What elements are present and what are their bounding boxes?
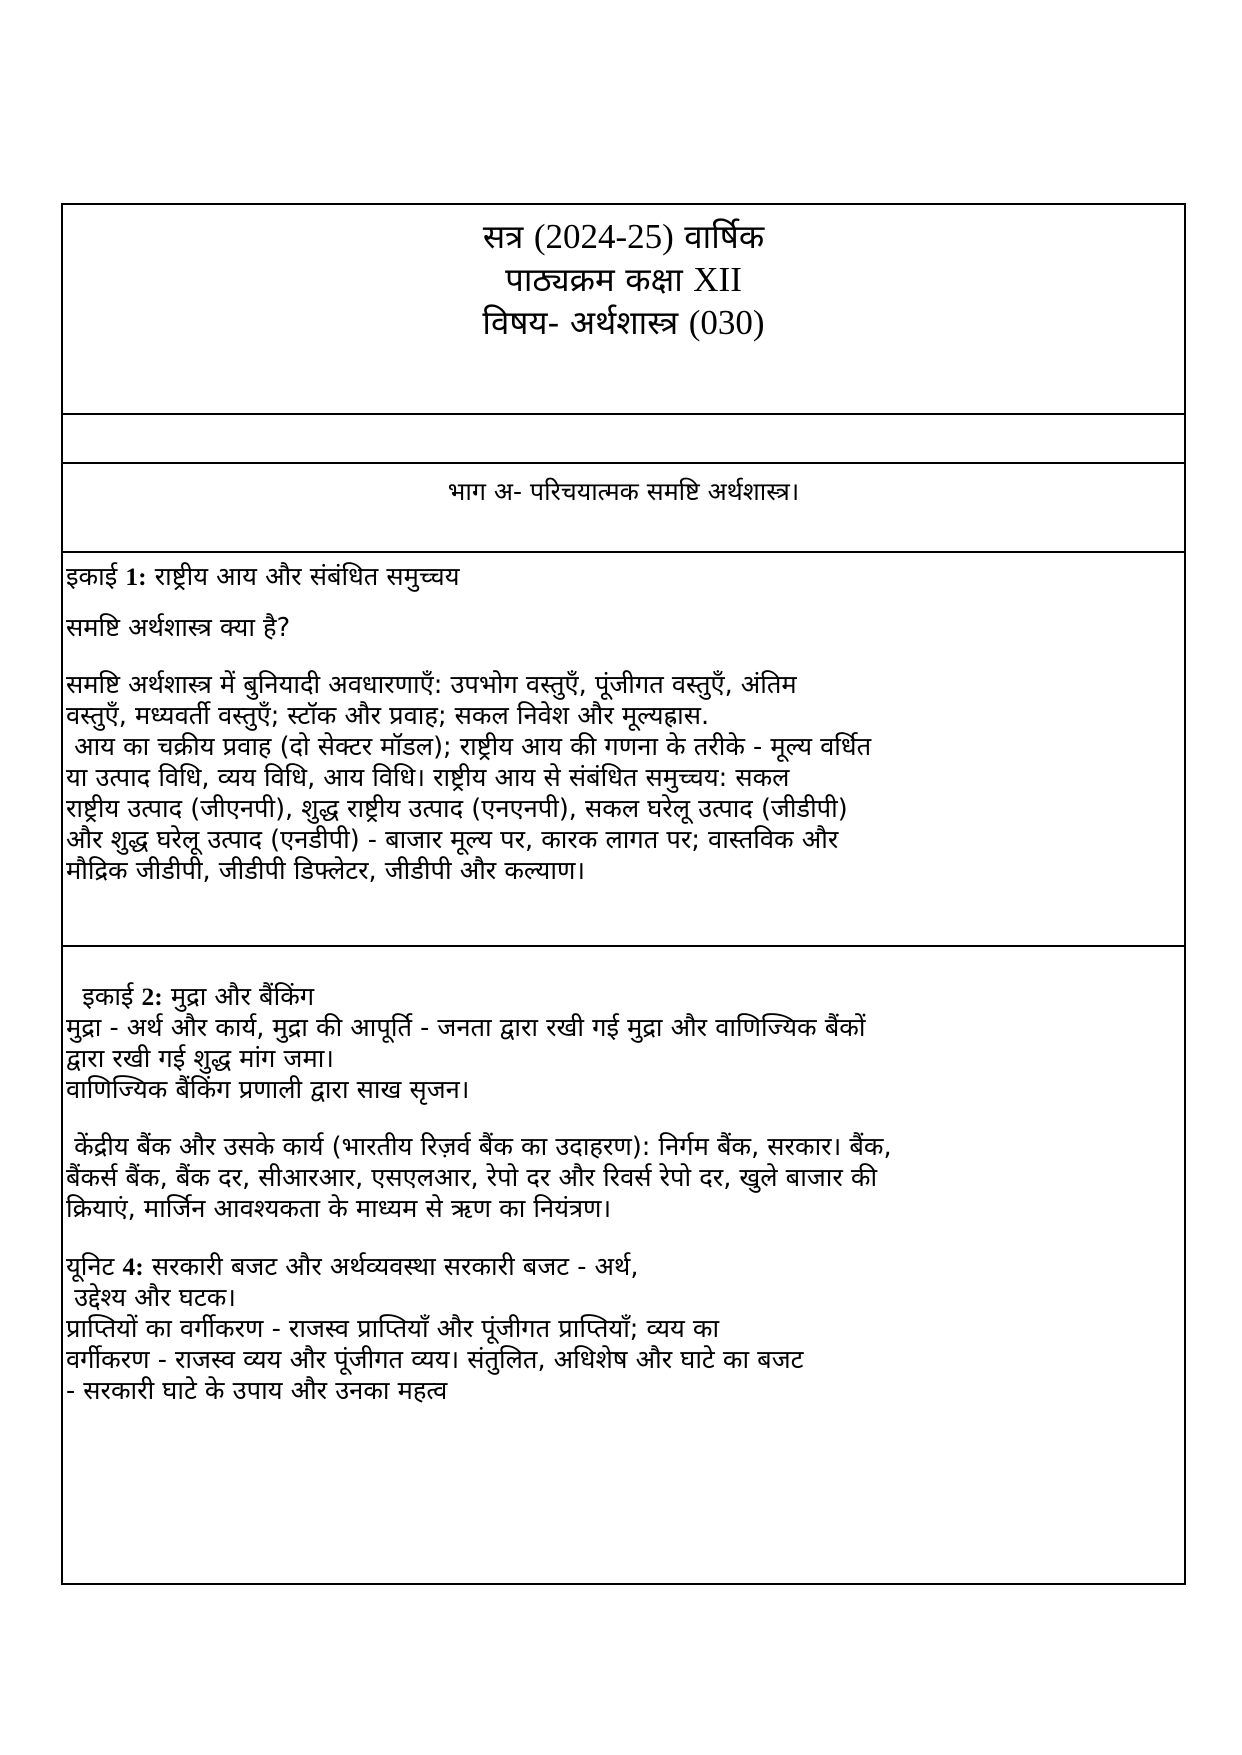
unit2-money-line1: मुद्रा - अर्थ और कार्य, मुद्रा की आपूर्ति - जनता द्वारा रखी गई मुद्रा और वाणिज्यिक बैंकों [66, 1013, 866, 1043]
unit1-title: राष्ट्रीय आय और संबंधित समुच्चय [146, 562, 460, 592]
subject-title [63, 301, 1184, 344]
unit2-title: मुद्रा और बैंकिंग [162, 982, 315, 1012]
unit2-cb-line2: बैंकर्स बैंक, बैंक दर, सीआरआर, एसएलआर, रेपो दर और रिवर्स रेपो दर, खुले बाजार की [66, 1163, 878, 1193]
unit4-title: सरकारी बजट और अर्थव्यवस्था सरकारी बजट - अर्थ, [143, 1252, 639, 1282]
unit4-line3: प्राप्तियों का वर्गीकरण - राजस्व प्राप्तियाँ और पूंजीगत प्राप्तियाँ; व्यय का [66, 1314, 720, 1344]
unit4-line5: - सरकारी घाटे के उपाय और उनका महत्व [66, 1376, 448, 1406]
unit1-question: समष्टि अर्थशास्त्र क्या है? [66, 613, 291, 643]
unit2-credit-line: वाणिज्यिक बैंकिंग प्रणाली द्वारा साख सृजन। [66, 1075, 470, 1105]
unit2-money-line2: द्वारा रखी गई शुद्ध मांग जमा। [66, 1044, 334, 1074]
unit1-number: 1: [125, 562, 147, 591]
class-number: XII [693, 260, 742, 299]
empty-cell [63, 415, 1184, 464]
part-title-cell [63, 464, 1184, 553]
part-title: भाग अ- परिचयात्मक समष्टि अर्थशास्त्र। [447, 477, 800, 506]
unit2-label: इकाई [66, 982, 142, 1012]
unit1-concepts-line1: समष्टि अर्थशास्त्र में बुनियादी अवधारणाएँ: उपभोग वस्तुएँ, पूंजीगत वस्तुएँ, अंतिम [66, 670, 797, 700]
session-title [63, 215, 1184, 258]
session-year: (2024-25) [533, 217, 674, 256]
subject-label: विषय- अर्थशास्त्र [482, 303, 689, 342]
class-label: पाठ्यक्रम कक्षा [505, 260, 694, 299]
unit1-heading [66, 561, 1180, 593]
class-title [63, 258, 1184, 301]
unit2-heading [66, 981, 1180, 1013]
session-annual: वार्षिक [673, 217, 765, 256]
unit1-flow-line3: राष्ट्रीय उत्पाद (जीएनपी), शुद्ध राष्ट्रीय उत्पाद (एनएनपी), सकल घरेलू उत्पाद (जीडीपी) [66, 794, 848, 824]
units-2-4-cell [63, 947, 1184, 1583]
unit4-label: यूनिट [66, 1252, 123, 1282]
unit4-heading [66, 1251, 1180, 1283]
unit1-flow-line4: और शुद्ध घरेलू उत्पाद (एनडीपी) - बाजार मूल्य पर, कारक लागत पर; वास्तविक और [66, 825, 839, 855]
unit1-label: इकाई [66, 562, 126, 592]
subject-code: (030) [688, 303, 765, 342]
syllabus-table [61, 203, 1186, 1585]
unit2-number: 2: [141, 982, 163, 1011]
unit4-line4: वर्गीकरण - राजस्व व्यय और पूंजीगत व्यय। संतुलित, अधिशेष और घाटे का बजट [66, 1345, 804, 1375]
unit4-number: 4: [122, 1252, 144, 1281]
unit1-flow-line5: मौद्रिक जीडीपी, जीडीपी डिफ्लेटर, जीडीपी और कल्याण। [66, 856, 586, 886]
unit2-cb-line1: केंद्रीय बैंक और उसके कार्य (भारतीय रिज़र्व बैंक का उदाहरण): निर्गम बैंक, सरकार। बैंक, [66, 1132, 892, 1162]
unit1-cell [63, 553, 1184, 947]
session-label: सत्र [482, 217, 534, 256]
unit1-flow-line2: या उत्पाद विधि, व्यय विधि, आय विधि। राष्ट्रीय आय से संबंधित समुच्चय: सकल [66, 763, 790, 793]
unit4-line2: उद्देश्य और घटक। [66, 1283, 236, 1313]
unit2-cb-line3: क्रियाएं, मार्जिन आवश्यकता के माध्यम से ऋण का नियंत्रण। [66, 1194, 612, 1224]
unit1-concepts-line2: वस्तुएँ, मध्यवर्ती वस्तुएँ; स्टॉक और प्रवाह; सकल निवेश और मूल्यह्रास. [66, 701, 710, 731]
unit1-flow-line1: आय का चक्रीय प्रवाह (दो सेक्टर मॉडल); राष्ट्रीय आय की गणना के तरीके - मूल्य वर्धित [66, 732, 872, 762]
title-cell [63, 205, 1184, 415]
